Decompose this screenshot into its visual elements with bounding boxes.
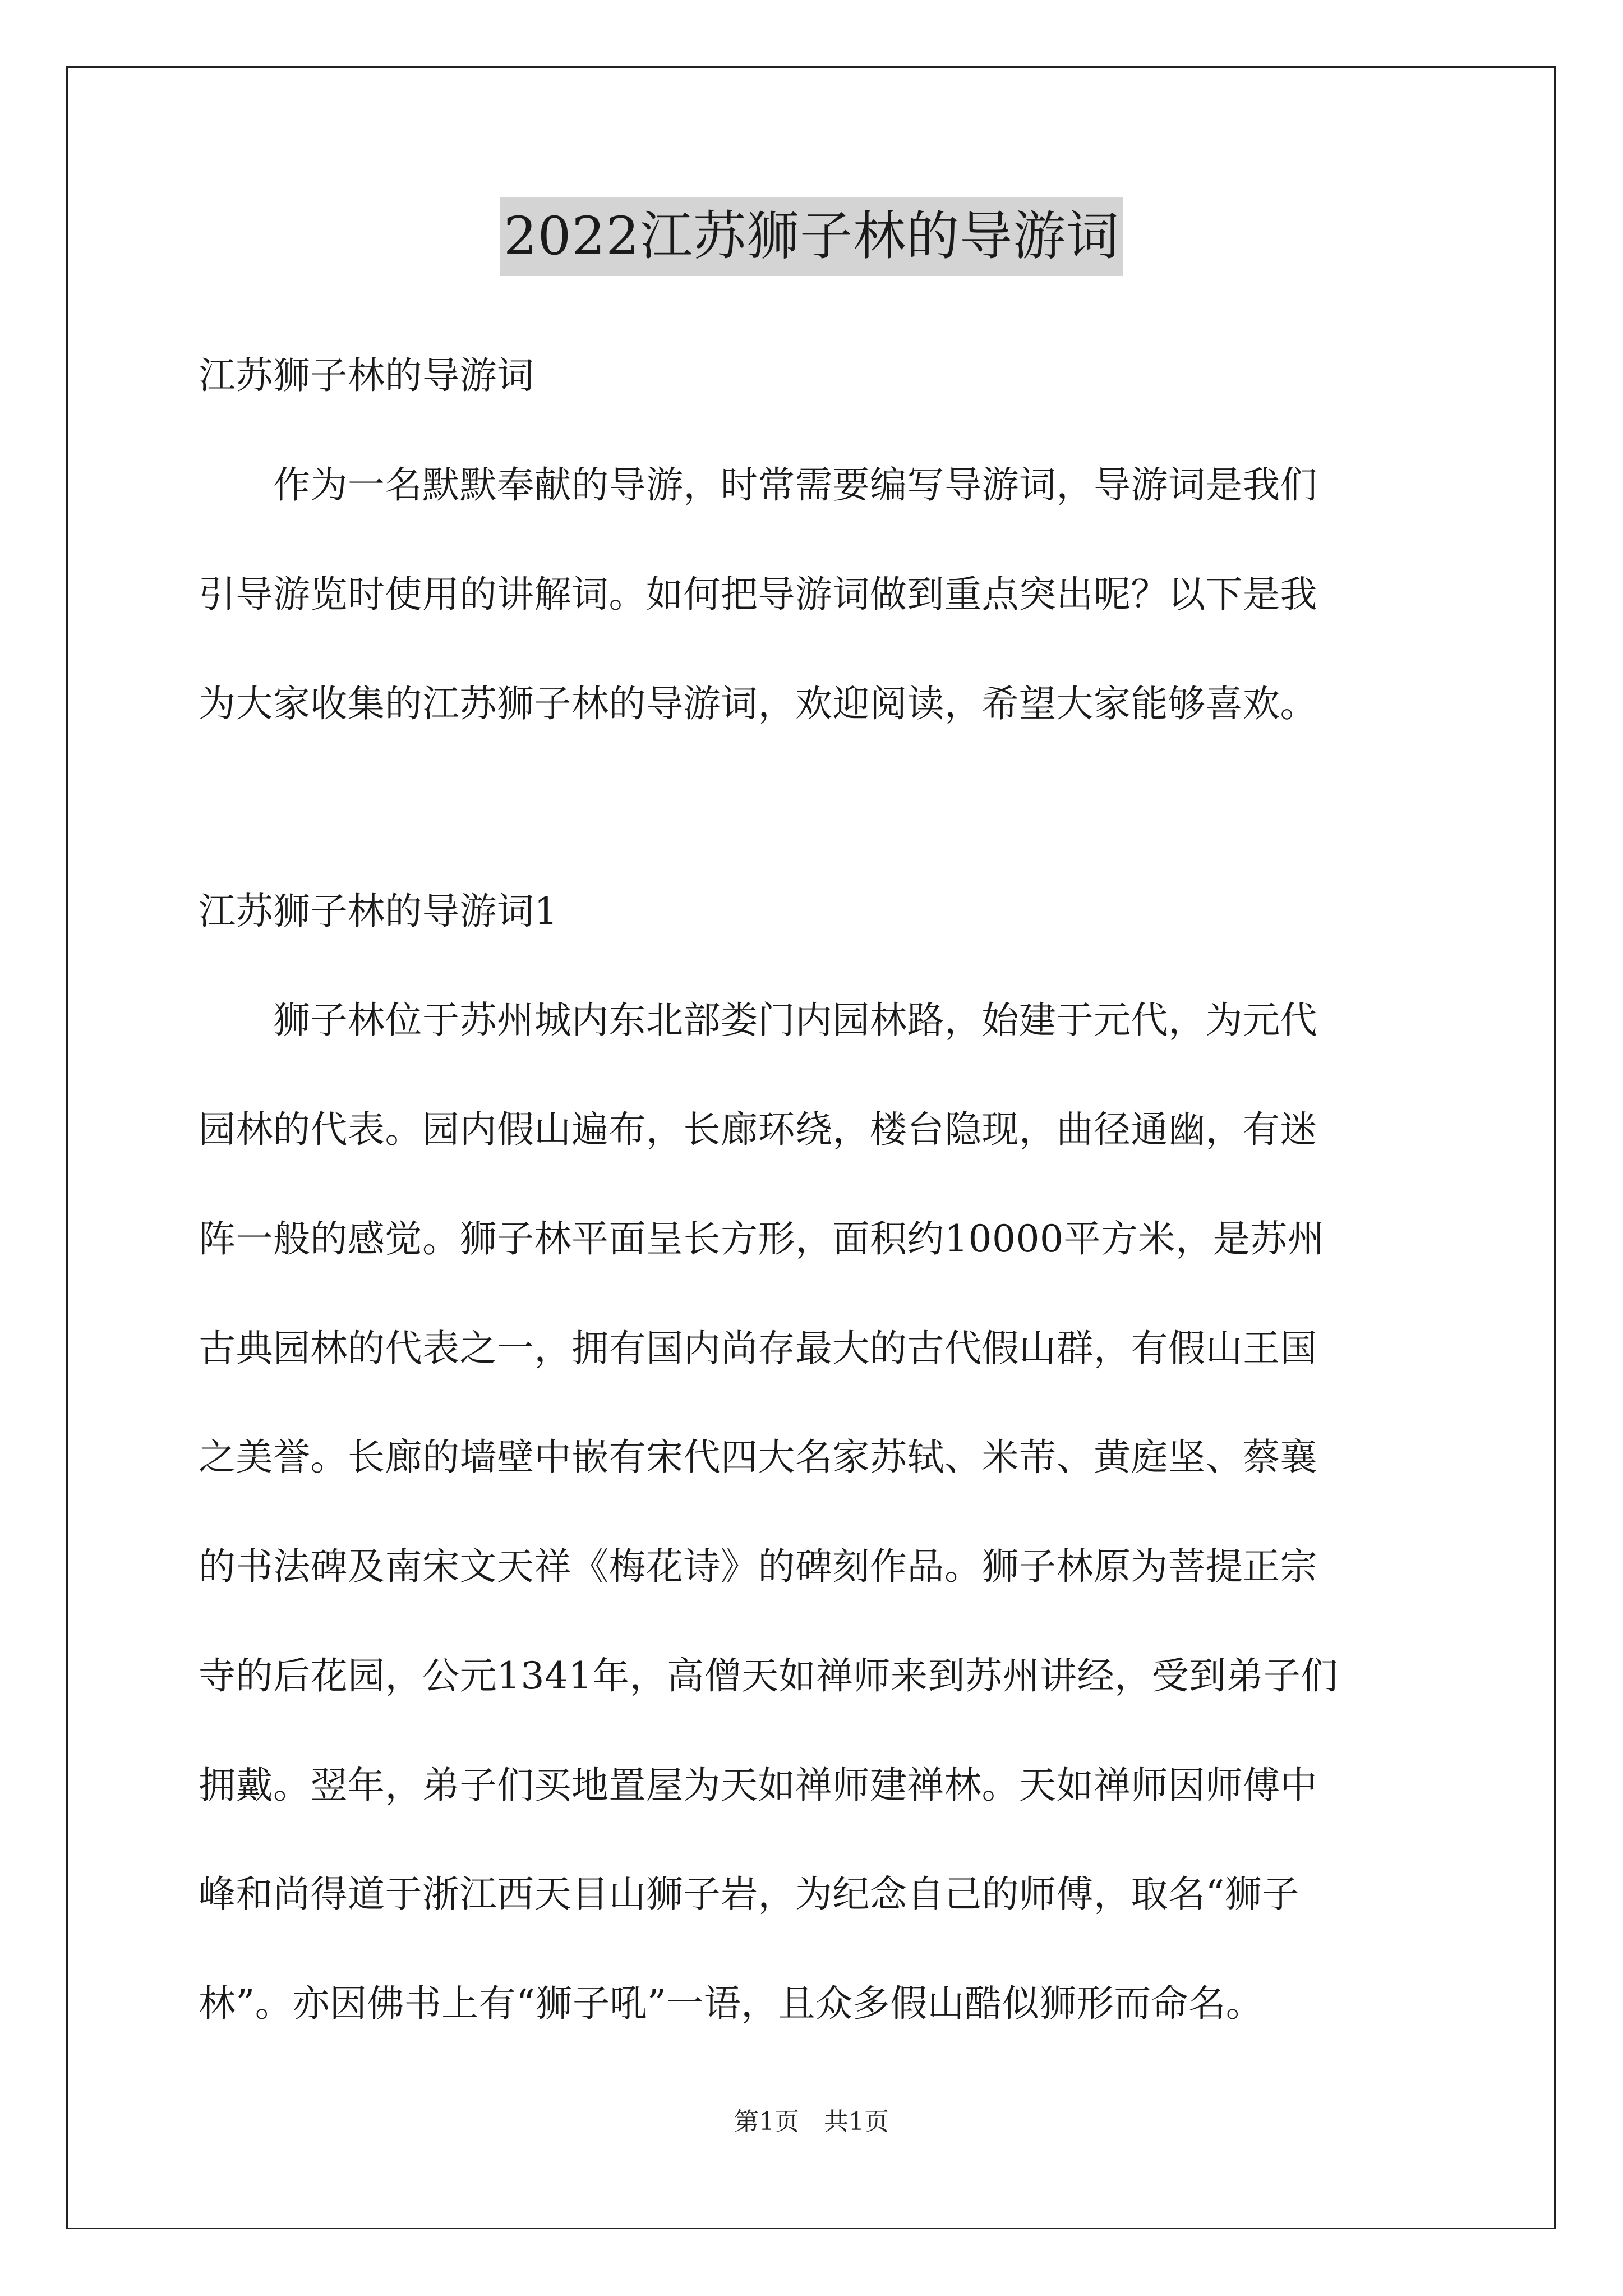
intro-line: 引导游览时使用的讲解词。如何把导游词做到重点突出呢？以下是我: [199, 573, 1317, 616]
intro-line: 为大家收集的江苏狮子林的导游词，欢迎阅读，希望大家能够喜欢。: [199, 682, 1317, 725]
title-container: [0, 197, 1623, 276]
body-line: 狮子林位于苏州城内东北部娄门内园林路，始建于元代，为元代: [199, 999, 1317, 1042]
body-line: 之美誉。长廊的墙壁中嵌有宋代四大名家苏轼、米芾、黄庭坚、蔡襄: [199, 1435, 1317, 1479]
section-heading: 江苏狮子林的导游词1: [199, 890, 558, 933]
body-line: 的书法碑及南宋文天祥《梅花诗》的碑刻作品。狮子林原为菩提正宗: [199, 1545, 1317, 1588]
page-footer: 第1页 共1页: [734, 2108, 889, 2136]
body-line: 古典园林的代表之一，拥有国内尚存最大的古代假山群，有假山王国: [199, 1327, 1317, 1370]
body-line: 阵一般的感觉。狮子林平面呈长方形，面积约10000平方米，是苏州: [199, 1217, 1325, 1260]
body-line: 园林的代表。园内假山遍布，长廊环绕，楼台隐现，曲径通幽，有迷: [199, 1108, 1317, 1151]
body-line: 林”。亦因佛书上有“狮子吼”一语，且众多假山酷似狮形而命名。: [199, 1982, 1264, 2025]
document-subtitle: 江苏狮子林的导游词: [199, 354, 534, 397]
body-line: 寺的后花园，公元1341年，高僧天如禅师来到苏州讲经，受到弟子们: [199, 1654, 1338, 1697]
intro-line: 作为一名默默奉献的导游，时常需要编写导游词，导游词是我们: [199, 463, 1317, 507]
body-line: 拥戴。翌年，弟子们买地置屋为天如禅师建禅林。天如禅师因师傅中: [199, 1764, 1317, 1807]
document-title: 2022江苏狮子林的导游词: [500, 197, 1123, 276]
body-line: 峰和尚得道于浙江西天目山狮子岩，为纪念自己的师傅，取名“狮子: [199, 1872, 1299, 1916]
